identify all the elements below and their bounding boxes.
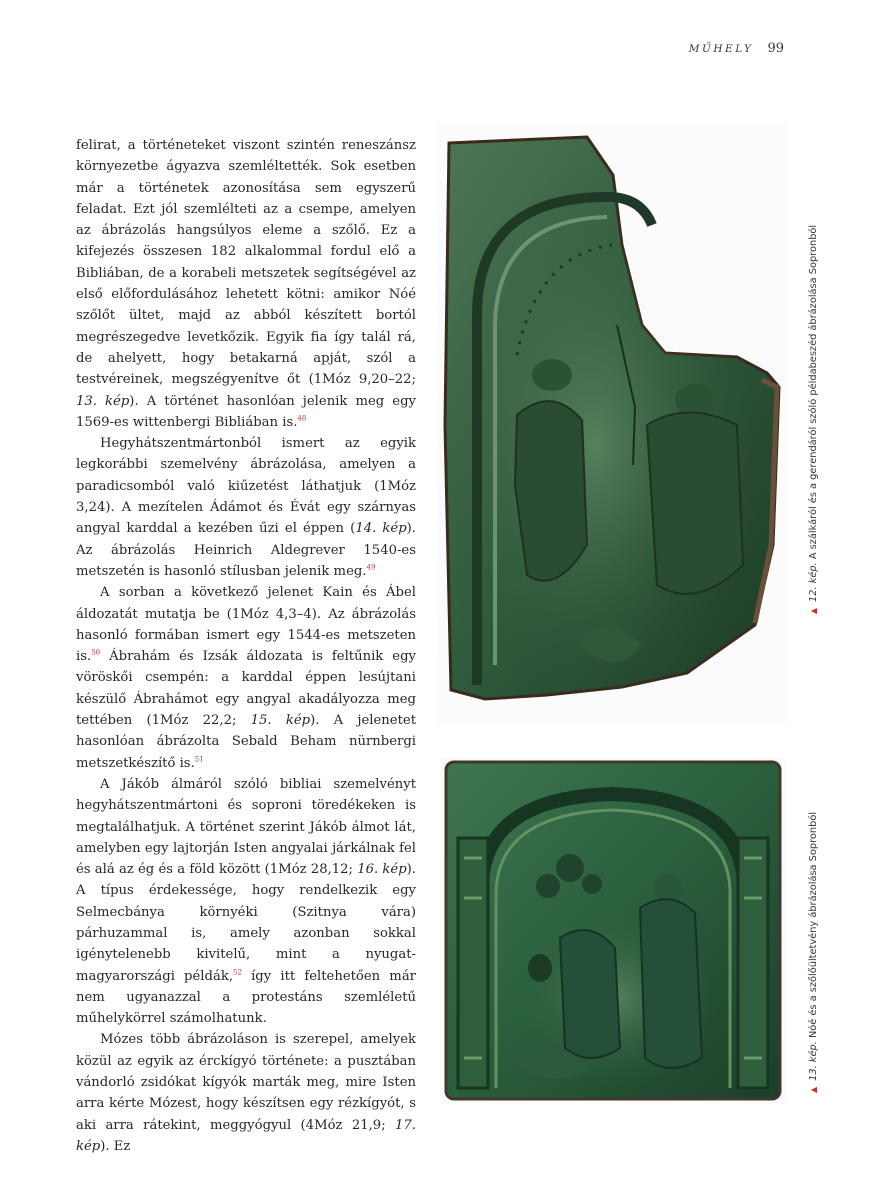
paragraph-3: A sorban a következő jelenet Kain és Ábel áldozatát mutatja be (1Móz 4,3–4). Az ábrázolás hasonló formában ismert egy 1544-es metszeten is.$^{50}$ Ábrahám és Izsák áldozata is feltűnik egy vöröskői csempén: a karddal éppen lesújtani készülő Ábrahámot egy angyal akadályozza meg tettében (1Móz 22,2; 15. kép). A jelenetet hasonlóan ábrázolta Sebald Beham nürnbergi metszetkészítő is.$^{51}$ [76,585,416,771]
footnote-ref[interactable]: 48 [297,414,307,423]
caption-marker-icon: ▲ [809,1086,819,1094]
page-number: 99 [767,41,784,56]
footnote-ref[interactable]: 49 [366,563,376,572]
footnote-ref[interactable]: 50 [91,648,101,657]
figure-13-caption: ▲13. kép. Nóé és a szőlőültetvény ábrázolása Sopronból [808,811,820,1094]
caption-marker-icon: ▲ [809,607,819,615]
paragraph-1: felirat, a történeteket viszont szintén reneszánsz környezetbe ágyazva szemléltették. Sok esetben már a történetek azonosítása sem egyszerű feladat. Ezt jól szemlélteti az a csempe, amelyen az ábrázolás hangsúlyos eleme a szőlő. Ez a kifejezés összesen 182 alkalommal fordul elő a Bibliában, de a korabeli metszetek segítségével az első előfordulásához lehetett kötni: amikor Nóé szőlőt ültet, majd az abból készített bortól megrészegedve levetkőzik. Egyik fia így talál rá, de ahelyett, hogy betakarná apját, szól a testvéreinek, megszégyenítve őt (1Móz 9,20–22; 13. kép). A történet hasonlóan jelenik meg egy 1569-es wittenbergi Bibliában is.$^{48}$ [76,138,417,430]
paragraph-4: A Jákób álmáról szóló bibliai szemelvényt hegyhátszentmártoni és soproni töredékeken is megtalálhatjuk. A történet szerint Jákób álmot lát, amelyben egy lajtorján Isten angyalai járkálnak fel és alá az ég és a föld között (1Móz 28,12; 16. kép). A típus érdekessége, hogy rendelkezik egy Selmecbánya környéki (Szitnya vára) párhuzammal is, amely azonban sokkal igénytelenebb kivitelű, mint a nyugat-magyarországi példák,$^{52}$ így itt feltehetően már nem ugyanazzal a protestáns szemléletű műhelykörrel számolhatunk. [76,776,416,1027]
figure-12-caption: ▲12. kép. A szálkáról és a gerendáról szóló példabeszéd ábrázolása Sopronból [808,224,820,615]
footnote-ref[interactable]: 52 [233,968,242,977]
running-header [689,41,784,56]
body-text [76,135,416,1157]
stove-tile-image [440,758,786,1103]
figure-12-photo [437,125,789,725]
paragraph-2: Hegyhátszentmártonból ismert az egyik legkorábbi szemelvény ábrázolása, amelyen a paradicsomból való kiűzetést láthatjuk (1Móz 3,24). A mezítelen Ádámot és Évát egy szárnyas angyal karddal a kezében űzi el éppen (14. kép). Az ábrázolás Heinrich Aldegrever 1540-es metszetén is hasonló stílusban jelenik meg.$^{49}$ [76,436,416,579]
figure-13-photo [440,758,786,1103]
footnote-ref[interactable]: 51 [194,755,204,764]
tile-fragment-image [437,125,789,725]
section-title: MŰHELY [688,43,754,55]
paragraph-5: Mózes több ábrázoláson is szerepel, amelyek közül az egyik az érckígyó története: a pusztában vándorló zsidókat kígyók marták meg, mire Isten arra kérte Mózest, hogy készítsen egy rézkígyót, s aki arra rátekint, meggyógyul (4Móz 21,9; 17. kép). Ez [76,1032,416,1154]
